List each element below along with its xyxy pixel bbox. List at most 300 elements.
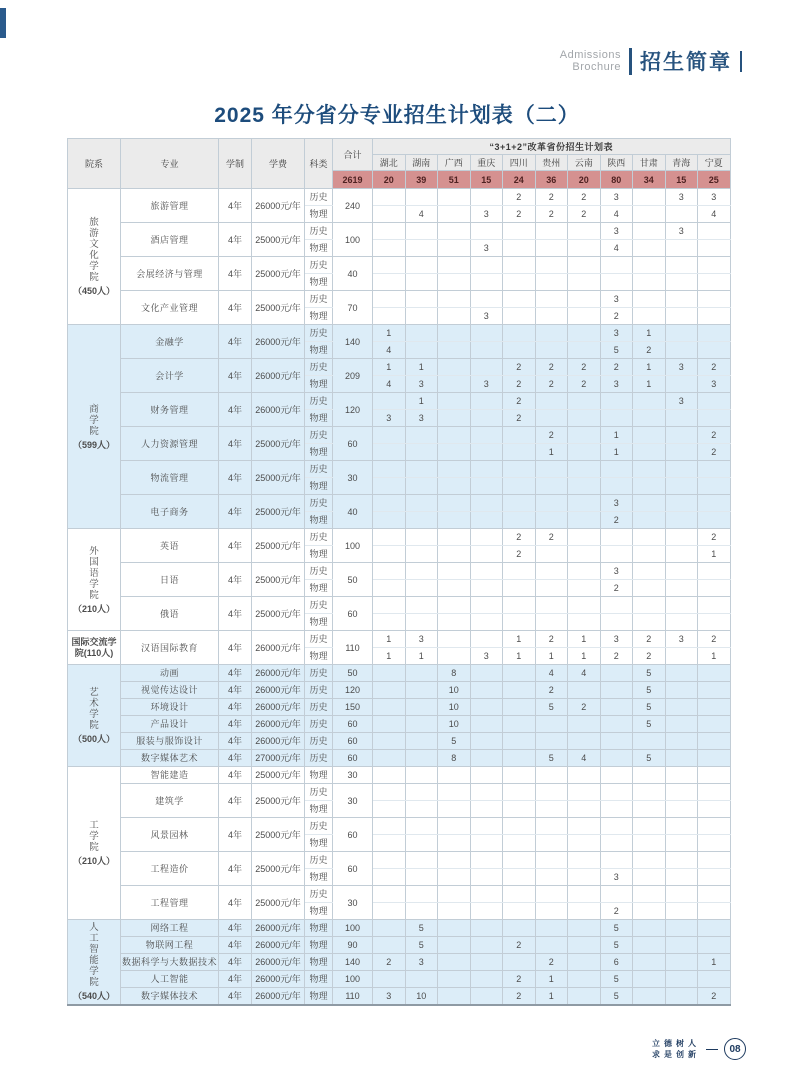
plan-value-cell xyxy=(503,257,536,274)
plan-value-cell: 4 xyxy=(535,665,568,682)
plan-value-cell: 2 xyxy=(503,206,536,223)
major-total-cell: 40 xyxy=(333,495,373,529)
major-total-cell: 140 xyxy=(333,954,373,971)
plan-value-cell: 2 xyxy=(600,903,633,920)
plan-value-cell xyxy=(698,393,731,410)
province-total-cell: 25 xyxy=(698,171,731,189)
plan-value-cell xyxy=(535,308,568,325)
plan-value-cell: 3 xyxy=(698,376,731,393)
plan-value-cell xyxy=(438,767,471,784)
plan-value-cell xyxy=(600,852,633,869)
plan-value-cell xyxy=(698,920,731,937)
plan-value-cell xyxy=(470,801,503,818)
plan-value-cell xyxy=(470,410,503,427)
plan-value-cell xyxy=(698,733,731,750)
plan-value-cell xyxy=(503,597,536,614)
plan-value-cell xyxy=(438,784,471,801)
years-cell: 4年 xyxy=(219,699,252,716)
subject-cell: 物理 xyxy=(305,512,333,529)
plan-value-cell xyxy=(373,529,406,546)
plan-value-cell: 2 xyxy=(698,529,731,546)
tuition-cell: 26000元/年 xyxy=(252,971,305,988)
tuition-cell: 25000元/年 xyxy=(252,257,305,291)
major-total-cell: 110 xyxy=(333,988,373,1005)
plan-value-cell xyxy=(470,767,503,784)
subject-cell: 物理 xyxy=(305,835,333,852)
plan-value-cell: 5 xyxy=(535,699,568,716)
dept-note: （210人） xyxy=(72,856,116,866)
plan-value-cell xyxy=(438,886,471,903)
tuition-cell: 26000元/年 xyxy=(252,325,305,359)
major-total-cell: 60 xyxy=(333,716,373,733)
plan-value-cell xyxy=(568,886,601,903)
plan-value-cell xyxy=(665,478,698,495)
dept-name-char: 艺 xyxy=(89,687,99,698)
plan-value-cell xyxy=(665,376,698,393)
plan-value-cell: 2 xyxy=(503,937,536,954)
plan-value-cell xyxy=(600,716,633,733)
plan-value-cell xyxy=(698,512,731,529)
plan-value-cell xyxy=(470,903,503,920)
plan-value-cell xyxy=(470,954,503,971)
plan-value-cell xyxy=(470,342,503,359)
subject-cell: 历史 xyxy=(305,886,333,903)
plan-value-cell xyxy=(373,546,406,563)
plan-value-cell xyxy=(535,835,568,852)
subject-cell: 物理 xyxy=(305,767,333,784)
plan-value-cell xyxy=(438,461,471,478)
subject-cell: 物理 xyxy=(305,478,333,495)
plan-value-cell xyxy=(438,393,471,410)
major-total-cell: 30 xyxy=(333,461,373,495)
brand-divider-bar-right xyxy=(740,51,742,72)
plan-value-cell xyxy=(405,869,438,886)
tuition-cell: 25000元/年 xyxy=(252,784,305,818)
plan-value-cell: 1 xyxy=(535,444,568,461)
plan-value-cell xyxy=(405,274,438,291)
header-province: 湖南 xyxy=(405,155,438,171)
plan-value-cell xyxy=(698,682,731,699)
plan-value-cell xyxy=(633,495,666,512)
plan-value-cell xyxy=(405,750,438,767)
plan-value-cell xyxy=(665,563,698,580)
plan-value-cell: 1 xyxy=(405,393,438,410)
plan-value-cell xyxy=(698,257,731,274)
plan-value-cell xyxy=(698,240,731,257)
subject-cell: 物理 xyxy=(305,206,333,223)
plan-value-cell xyxy=(665,580,698,597)
plan-value-cell xyxy=(535,257,568,274)
plan-value-cell xyxy=(373,563,406,580)
plan-value-cell xyxy=(373,733,406,750)
header-province: 贵州 xyxy=(535,155,568,171)
plan-value-cell xyxy=(698,665,731,682)
tuition-cell: 25000元/年 xyxy=(252,461,305,495)
brand-en-line2: Brochure xyxy=(572,61,621,73)
plan-value-cell: 2 xyxy=(503,393,536,410)
plan-value-cell xyxy=(698,223,731,240)
plan-value-cell xyxy=(633,614,666,631)
plan-value-cell: 3 xyxy=(600,495,633,512)
plan-value-cell xyxy=(438,291,471,308)
province-total-cell: 80 xyxy=(600,171,633,189)
plan-value-cell: 2 xyxy=(503,546,536,563)
plan-value-cell xyxy=(568,903,601,920)
plan-value-cell xyxy=(405,495,438,512)
plan-value-cell: 2 xyxy=(633,631,666,648)
table-row xyxy=(68,461,731,478)
province-total-cell: 15 xyxy=(665,171,698,189)
plan-value-cell: 6 xyxy=(600,954,633,971)
plan-value-cell xyxy=(600,835,633,852)
dept-note: （450人） xyxy=(72,286,116,296)
plan-value-cell xyxy=(373,308,406,325)
dept-name-char: 院 xyxy=(89,272,99,283)
plan-value-cell xyxy=(568,495,601,512)
plan-value-cell xyxy=(373,427,406,444)
plan-value-cell xyxy=(665,682,698,699)
plan-value-cell xyxy=(535,716,568,733)
subject-cell: 历史 xyxy=(305,818,333,835)
plan-value-cell xyxy=(600,257,633,274)
dept-name-char: 学 xyxy=(89,966,99,978)
plan-value-cell xyxy=(633,223,666,240)
plan-value-cell xyxy=(568,444,601,461)
plan-value-cell xyxy=(373,682,406,699)
plan-value-cell: 2 xyxy=(503,189,536,206)
plan-value-cell xyxy=(600,461,633,478)
plan-value-cell xyxy=(373,699,406,716)
plan-value-cell xyxy=(665,954,698,971)
tuition-cell: 26000元/年 xyxy=(252,733,305,750)
plan-value-cell xyxy=(600,818,633,835)
plan-value-cell xyxy=(405,801,438,818)
header-province: 广西 xyxy=(438,155,471,171)
plan-value-cell xyxy=(600,393,633,410)
plan-value-cell xyxy=(503,835,536,852)
plan-value-cell xyxy=(405,818,438,835)
plan-value-cell xyxy=(568,767,601,784)
plan-value-cell: 1 xyxy=(698,954,731,971)
subject-cell: 历史 xyxy=(305,852,333,869)
plan-value-cell xyxy=(373,580,406,597)
major-name-cell: 工程造价 xyxy=(121,852,219,886)
table-row xyxy=(68,716,731,733)
plan-value-cell xyxy=(405,240,438,257)
dept-name-char: 术 xyxy=(89,698,99,709)
plan-value-cell xyxy=(665,257,698,274)
plan-value-cell xyxy=(470,937,503,954)
plan-value-cell xyxy=(698,835,731,852)
plan-value-cell xyxy=(470,631,503,648)
plan-value-cell xyxy=(405,767,438,784)
plan-value-cell xyxy=(535,512,568,529)
plan-value-cell: 3 xyxy=(470,240,503,257)
dept-name-char: 国 xyxy=(89,556,99,568)
dept-name-char: 能 xyxy=(89,955,99,967)
major-total-cell: 140 xyxy=(333,325,373,359)
plan-value-cell xyxy=(535,852,568,869)
plan-value-cell xyxy=(470,784,503,801)
major-total-cell: 60 xyxy=(333,733,373,750)
page-number-badge: 08 xyxy=(724,1038,746,1060)
plan-value-cell xyxy=(665,597,698,614)
tuition-cell: 25000元/年 xyxy=(252,597,305,631)
province-total-cell: 34 xyxy=(633,171,666,189)
tuition-cell: 26000元/年 xyxy=(252,359,305,393)
plan-value-cell: 2 xyxy=(698,444,731,461)
plan-value-cell xyxy=(633,240,666,257)
tuition-cell: 25000元/年 xyxy=(252,529,305,563)
plan-value-cell: 5 xyxy=(633,682,666,699)
plan-value-cell: 2 xyxy=(503,376,536,393)
major-name-cell: 电子商务 xyxy=(121,495,219,529)
plan-value-cell xyxy=(503,699,536,716)
tuition-cell: 26000元/年 xyxy=(252,988,305,1005)
plan-value-cell xyxy=(568,784,601,801)
subject-cell: 物理 xyxy=(305,342,333,359)
header-total: 合计 xyxy=(333,139,373,171)
plan-value-cell xyxy=(373,512,406,529)
plan-value-cell xyxy=(470,546,503,563)
table-row xyxy=(68,733,731,750)
years-cell: 4年 xyxy=(219,495,252,529)
plan-value-cell: 1 xyxy=(535,648,568,665)
plan-value-cell xyxy=(568,342,601,359)
subject-cell: 物理 xyxy=(305,614,333,631)
plan-value-cell xyxy=(665,665,698,682)
plan-value-cell xyxy=(470,750,503,767)
admission-plan-table xyxy=(67,138,731,1006)
plan-value-cell xyxy=(600,546,633,563)
plan-value-cell xyxy=(698,818,731,835)
plan-value-cell xyxy=(665,750,698,767)
plan-value-cell: 3 xyxy=(405,631,438,648)
major-name-cell: 数字媒体艺术 xyxy=(121,750,219,767)
dept-note: （210人） xyxy=(72,603,116,614)
plan-value-cell xyxy=(503,886,536,903)
plan-value-cell xyxy=(470,920,503,937)
plan-value-cell xyxy=(470,529,503,546)
major-total-cell: 240 xyxy=(333,189,373,223)
plan-value-cell xyxy=(503,223,536,240)
plan-value-cell xyxy=(503,291,536,308)
plan-value-cell: 1 xyxy=(405,359,438,376)
years-cell: 4年 xyxy=(219,223,252,257)
subject-cell: 历史 xyxy=(305,682,333,699)
plan-value-cell xyxy=(503,512,536,529)
plan-value-cell xyxy=(535,937,568,954)
plan-value-cell: 3 xyxy=(600,223,633,240)
plan-value-cell xyxy=(568,427,601,444)
dept-name-char: 人 xyxy=(89,922,99,934)
plan-value-cell: 2 xyxy=(568,189,601,206)
table-row xyxy=(68,631,731,648)
plan-value-cell xyxy=(470,257,503,274)
plan-value-cell xyxy=(405,699,438,716)
major-total-cell: 50 xyxy=(333,563,373,597)
plan-value-cell xyxy=(698,699,731,716)
table-row xyxy=(68,954,731,971)
plan-value-cell xyxy=(373,444,406,461)
plan-value-cell: 2 xyxy=(568,699,601,716)
plan-value-cell xyxy=(373,716,406,733)
dept-name-char: 工 xyxy=(89,933,99,945)
subject-cell: 物理 xyxy=(305,920,333,937)
header-province: 陕西 xyxy=(600,155,633,171)
years-cell: 4年 xyxy=(219,784,252,818)
major-name-cell: 英语 xyxy=(121,529,219,563)
plan-value-cell: 2 xyxy=(698,359,731,376)
plan-value-cell xyxy=(665,648,698,665)
plan-value-cell xyxy=(633,988,666,1005)
plan-value-cell xyxy=(405,580,438,597)
plan-value-cell: 3 xyxy=(600,376,633,393)
plan-value-cell: 1 xyxy=(405,648,438,665)
plan-value-cell: 2 xyxy=(698,988,731,1005)
plan-value-cell xyxy=(568,291,601,308)
plan-value-cell xyxy=(438,937,471,954)
dept-cell xyxy=(68,529,121,631)
major-name-cell: 财务管理 xyxy=(121,393,219,427)
plan-value-cell: 3 xyxy=(600,325,633,342)
plan-value-cell xyxy=(568,240,601,257)
plan-value-cell xyxy=(535,886,568,903)
dept-note: （500人） xyxy=(72,734,116,744)
plan-value-cell xyxy=(373,461,406,478)
table-row xyxy=(68,937,731,954)
plan-value-cell xyxy=(373,291,406,308)
plan-value-cell xyxy=(405,971,438,988)
plan-value-cell xyxy=(503,325,536,342)
dept-cell xyxy=(68,665,121,767)
plan-value-cell: 1 xyxy=(600,427,633,444)
table-row xyxy=(68,427,731,444)
plan-value-cell xyxy=(405,597,438,614)
plan-value-cell: 1 xyxy=(373,631,406,648)
plan-value-cell xyxy=(373,886,406,903)
plan-value-cell xyxy=(503,920,536,937)
plan-value-cell xyxy=(438,257,471,274)
years-cell: 4年 xyxy=(219,818,252,852)
subject-cell: 物理 xyxy=(305,971,333,988)
plan-value-cell xyxy=(665,784,698,801)
plan-value-cell xyxy=(405,903,438,920)
dept-name-char: 学 xyxy=(89,831,99,842)
dept-name-char: 院 xyxy=(89,977,99,989)
plan-value-cell xyxy=(665,410,698,427)
plan-value-cell xyxy=(665,852,698,869)
major-name-cell: 日语 xyxy=(121,563,219,597)
dept-note: （599人） xyxy=(72,439,116,450)
plan-value-cell: 4 xyxy=(600,240,633,257)
plan-value-cell xyxy=(535,903,568,920)
tuition-cell: 26000元/年 xyxy=(252,937,305,954)
table-row xyxy=(68,529,731,546)
footer-divider-line xyxy=(706,1049,718,1050)
dept-name-char: 化 xyxy=(89,250,99,261)
years-cell: 4年 xyxy=(219,665,252,682)
plan-value-cell xyxy=(665,546,698,563)
table-row xyxy=(68,563,731,580)
plan-value-cell xyxy=(698,801,731,818)
plan-value-cell: 2 xyxy=(503,410,536,427)
plan-value-cell xyxy=(535,291,568,308)
plan-value-cell xyxy=(665,325,698,342)
plan-value-cell xyxy=(438,240,471,257)
plan-value-cell xyxy=(698,410,731,427)
plan-value-cell xyxy=(438,954,471,971)
plan-value-cell xyxy=(633,274,666,291)
plan-value-cell xyxy=(568,801,601,818)
plan-value-cell xyxy=(470,325,503,342)
grand-total-cell: 2619 xyxy=(333,171,373,189)
plan-value-cell xyxy=(438,223,471,240)
subject-cell: 历史 xyxy=(305,257,333,274)
tuition-cell: 26000元/年 xyxy=(252,393,305,427)
plan-value-cell xyxy=(470,461,503,478)
table-row xyxy=(68,257,731,274)
plan-value-cell: 5 xyxy=(405,937,438,954)
subject-cell: 物理 xyxy=(305,648,333,665)
years-cell: 4年 xyxy=(219,767,252,784)
major-name-cell: 汉语国际教育 xyxy=(121,631,219,665)
plan-value-cell xyxy=(535,393,568,410)
plan-value-cell xyxy=(665,444,698,461)
header-province: 宁夏 xyxy=(698,155,731,171)
subject-cell: 物理 xyxy=(305,546,333,563)
plan-value-cell xyxy=(470,971,503,988)
plan-value-cell xyxy=(698,767,731,784)
table-row xyxy=(68,971,731,988)
plan-value-cell: 2 xyxy=(503,359,536,376)
plan-value-cell xyxy=(665,529,698,546)
plan-value-cell xyxy=(503,801,536,818)
province-total-cell: 39 xyxy=(405,171,438,189)
major-total-cell: 100 xyxy=(333,529,373,563)
plan-value-cell xyxy=(633,818,666,835)
plan-value-cell xyxy=(438,988,471,1005)
major-total-cell: 120 xyxy=(333,393,373,427)
plan-value-cell: 1 xyxy=(373,325,406,342)
tuition-cell: 26000元/年 xyxy=(252,631,305,665)
header-tuition: 学费 xyxy=(252,139,305,189)
major-total-cell: 60 xyxy=(333,427,373,461)
plan-value-cell: 3 xyxy=(665,631,698,648)
header-major: 专业 xyxy=(121,139,219,189)
plan-value-cell xyxy=(470,988,503,1005)
plan-value-cell xyxy=(633,937,666,954)
plan-value-cell xyxy=(600,614,633,631)
plan-value-cell xyxy=(405,852,438,869)
dept-name-char: 旅 xyxy=(89,217,99,228)
plan-value-cell xyxy=(438,597,471,614)
plan-value-cell xyxy=(633,427,666,444)
plan-value-cell xyxy=(535,546,568,563)
plan-value-cell xyxy=(470,444,503,461)
major-name-cell: 数字媒体技术 xyxy=(121,988,219,1005)
dept-cell xyxy=(68,767,121,920)
tuition-cell: 26000元/年 xyxy=(252,954,305,971)
plan-value-cell: 3 xyxy=(665,359,698,376)
plan-value-cell xyxy=(568,597,601,614)
plan-value-cell: 4 xyxy=(568,750,601,767)
plan-value-cell xyxy=(665,988,698,1005)
plan-value-cell xyxy=(600,274,633,291)
subject-cell: 历史 xyxy=(305,325,333,342)
subject-cell: 历史 xyxy=(305,359,333,376)
years-cell: 4年 xyxy=(219,937,252,954)
